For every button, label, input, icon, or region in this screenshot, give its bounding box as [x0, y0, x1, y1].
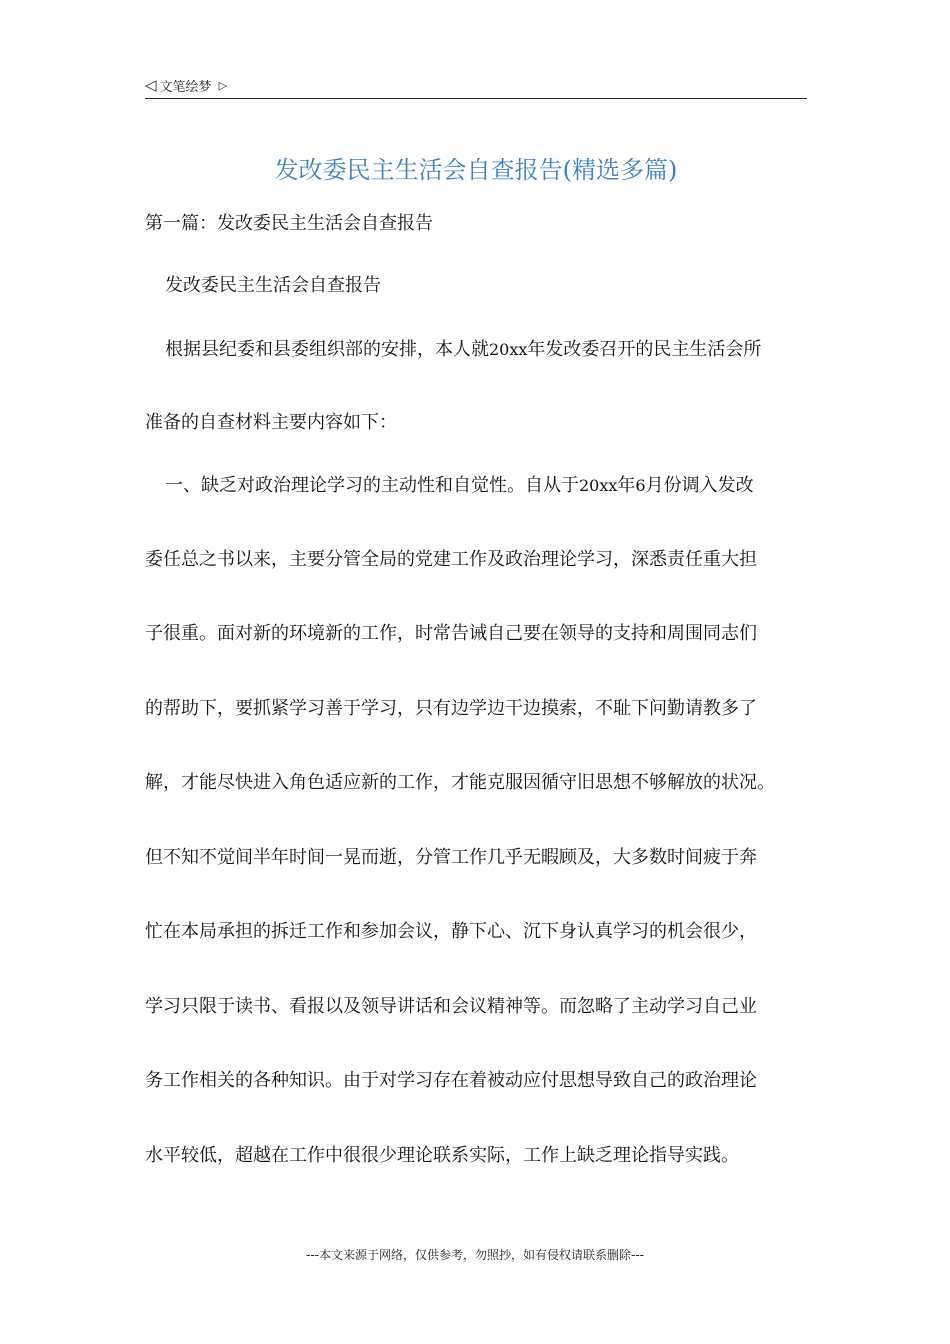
- paragraph-line: 务工作相关的各种知识。由于对学习存在着被动应付思想导致自己的政治理论: [145, 1070, 757, 1091]
- header-label: 文笔绘梦: [159, 79, 212, 95]
- paragraph-line: 子很重。面对新的环境新的工作，时常告诫自己要在领导的支持和周围同志们: [145, 623, 757, 644]
- paragraph-line: 准备的自查材料主要内容如下：: [145, 412, 397, 433]
- paragraph-line: 委任总之书以来，主要分管全局的党建工作及政治理论学习，深悉责任重大担: [145, 549, 757, 570]
- text-segment: 年: [617, 475, 636, 496]
- document-title: 发改委民主生活会自查报告(精选多篇): [274, 156, 678, 184]
- page-footer: ---本文来源于网络，仅供参考，勿照抄，如有侵权请联系删除---: [306, 1248, 644, 1262]
- text-segment: 年发改委召开的民主生活会所: [527, 339, 762, 360]
- paragraph-line: 学习只限于读书、看报以及领导讲话和会议精神等。而忽略了主动学习自己业: [145, 996, 757, 1017]
- text-segment: 月份调入发改: [645, 475, 754, 496]
- sub-heading: 发改委民主生活会自查报告: [165, 275, 381, 296]
- paragraph-line: 忙在本局承担的拆迁工作和参加会议，静下心、沉下身认真学习的机会很少，: [145, 921, 757, 942]
- paragraph-line: [165, 338, 761, 362]
- paragraph-line: 但不知不觉间半年时间一晃而逝，分管工作几乎无暇顾及，大多数时间疲于奔: [145, 847, 757, 868]
- triangle-right-icon: ▷: [218, 78, 228, 92]
- year-value: 20xx: [489, 340, 528, 359]
- text-segment: 一、缺乏对政治理论学习的主动性和自觉性。自从于: [165, 475, 579, 496]
- paragraph-line: 解，才能尽快进入角色适应新的工作，才能克服因循守旧思想不够解放的状况。: [145, 772, 775, 793]
- text-segment: 根据县纪委和县委组织部的安排，本人就: [165, 339, 489, 360]
- month-value: 6: [635, 476, 646, 495]
- triangle-left-icon: ◁: [145, 75, 157, 94]
- paragraph-line: 的帮助下，要抓紧学习善于学习，只有边学边干边摸索，不耻下问勤请教多了: [145, 698, 757, 719]
- year-value: 20xx: [579, 476, 618, 495]
- page-header: [145, 72, 807, 99]
- paragraph-line: [165, 474, 754, 498]
- paragraph-line: 水平较低，超越在工作中很很少理论联系实际，工作上缺乏理论指导实践。: [145, 1145, 739, 1166]
- section-heading: 第一篇：发改委民主生活会自查报告: [145, 213, 433, 234]
